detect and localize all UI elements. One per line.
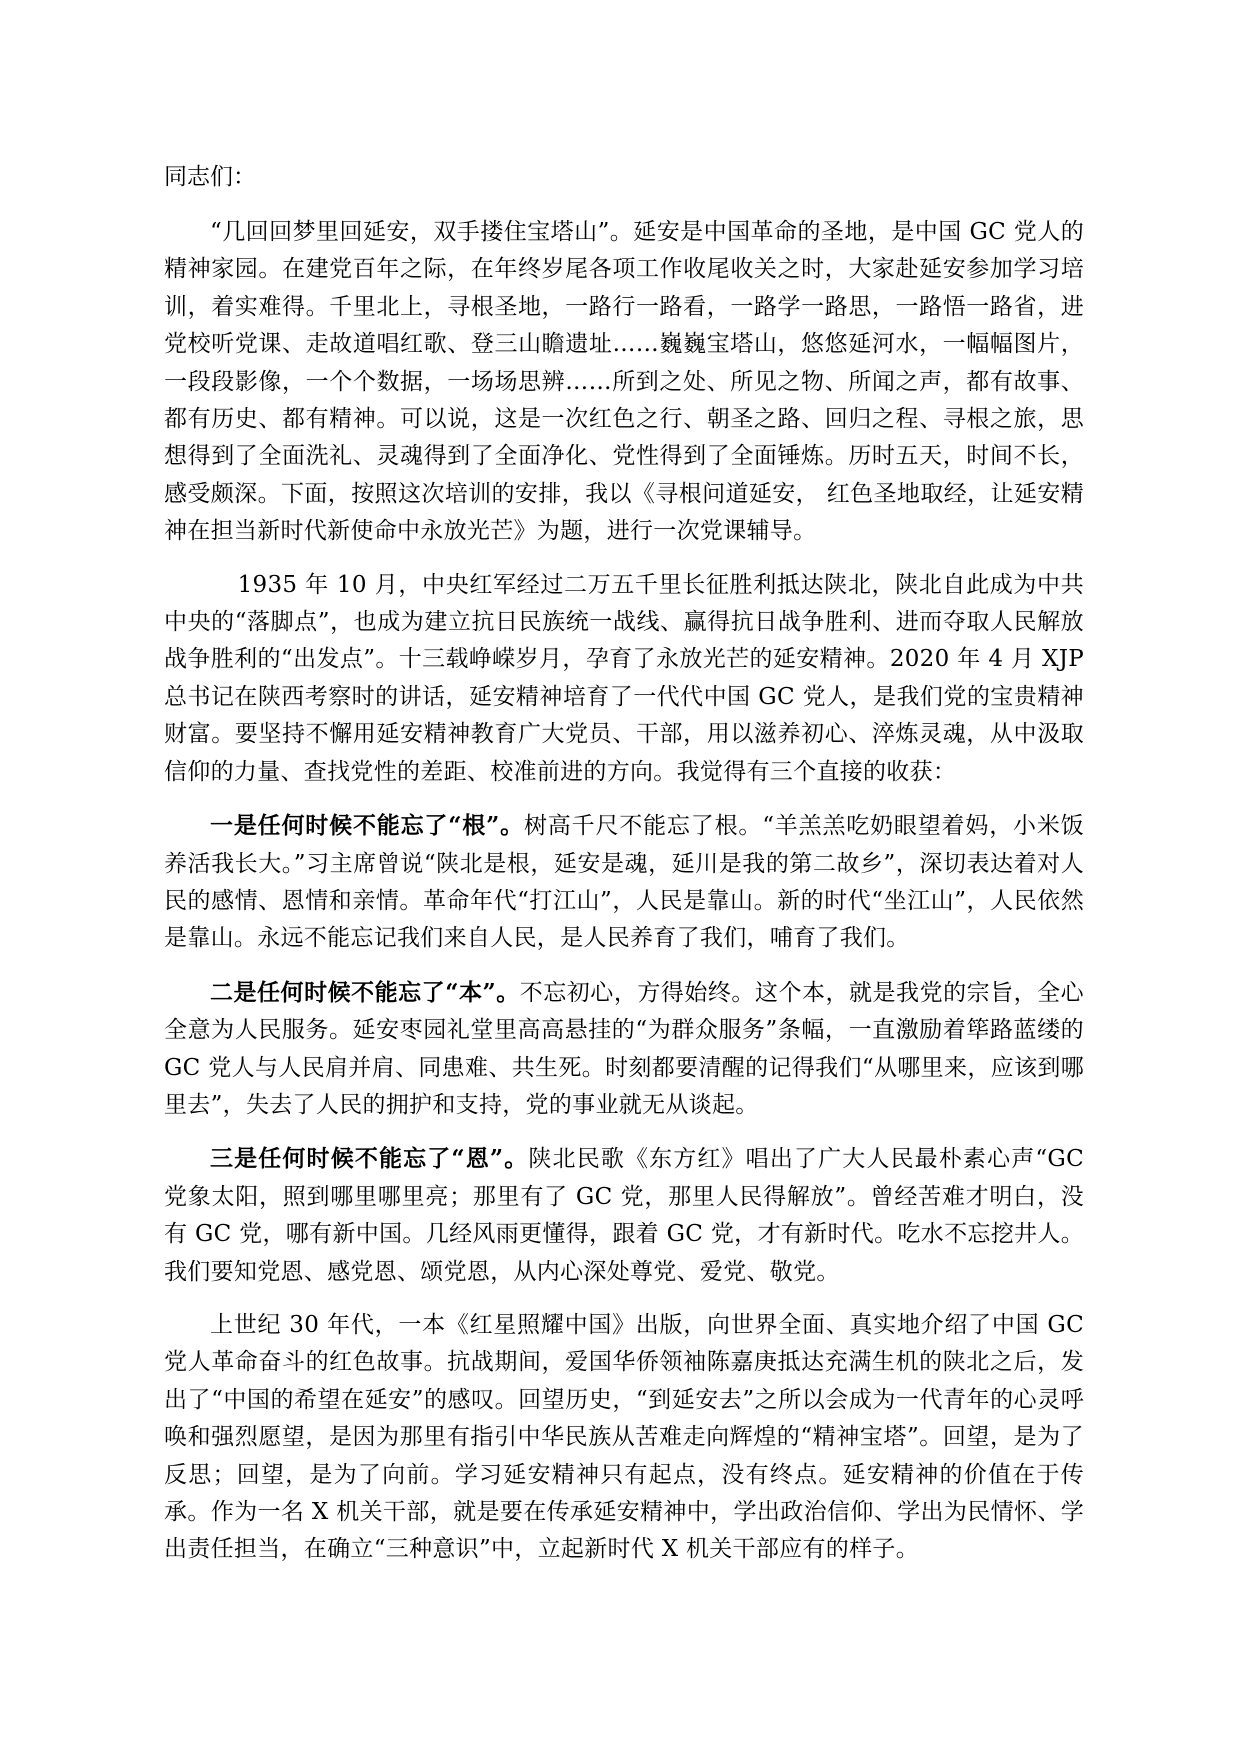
- salutation: 同志们：: [164, 164, 256, 190]
- paragraph-text: 陕北民歌《东方红》唱出了广大人民最朴素心声“GC 党象太阳，照到哪里哪里亮；那里有了 GC 党，那里人民得解放”。曾经苦难才明白，没有 GC 党，哪有新中国。几经风雨更懂得，跟着 GC 党，才有新时代。吃水不忘挖井人。我们要知党恩、感党恩、颂党恩，从内心深处尊党、爱党、敬党。: [164, 1146, 1084, 1285]
- paragraph-lead: 二是任何时候不能忘了“本”。: [210, 978, 520, 1006]
- paragraph-point-gratitude: [164, 1140, 1084, 1291]
- paragraph-lead: 三是任何时候不能忘了“恩”。: [210, 1145, 529, 1173]
- paragraph-text: “几回回梦里回延安，双手搂住宝塔山”。延安是中国革命的圣地，是中国 GC 党人的精神家园。在建党百年之际，在年终岁尾各项工作收尾收关之时，大家赴延安参加学习培训，着实难得。千里北上，寻根圣地，一路行一路看，一路学一路思，一路悟一路省，进党校听党课、走故道唱红歌、登三山瞻遗址……巍巍宝塔山，悠悠延河水，一幅幅图片，一段段影像，一个个数据，一场场思辨……所到之处、所见之物、所闻之声，都有故事、都有历史、都有精神。可以说，这是一次红色之行、朝圣之路、回归之程、寻根之旅，思想得到了全面洗礼、灵魂得到了全面净化、党性得到了全面锤炼。历时五天，时间不长，感受颇深。下面，按照这次培训的安排，我以《寻根问道延安， 红色圣地取经，让延安精神在担当新时代新使命中永放光芒》为题，进行一次党课辅导。: [164, 219, 1084, 545]
- paragraph-text: 树高千尺不能忘了根。“羊羔羔吃奶眼望着妈，小米饭养活我长大。”习主席曾说“陕北是根，延安是魂，延川是我的第二故乡”，深切表达着对人民的感情、恩情和亲情。革命年代“打江山”，人民是靠山。新的时代“坐江山”，人民依然是靠山。永远不能忘记我们来自人民，是人民养育了我们，哺育了我们。: [164, 813, 1084, 952]
- paragraph-point-root: [164, 807, 1084, 958]
- paragraph-text: 上世纪 30 年代，一本《红星照耀中国》出版，向世界全面、真实地介绍了中国 GC 党人革命奋斗的红色故事。抗战期间，爱国华侨领袖陈嘉庚抵达充满生机的陕北之后，发出了“中国的希望在延安”的感叹。回望历史，“到延安去”之所以会成为一代青年的心灵呼唤和强烈愿望，是因为那里有指引中华民族从苦难走向辉煌的“精神宝塔”。回望，是为了反思；回望，是为了向前。学习延安精神只有起点，没有终点。延安精神的价值在于传承。作为一名 X 机关干部，就是要在传承延安精神中，学出政治信仰、学出为民情怀、学出责任担当，在确立“三种意识”中，立起新时代 X 机关干部应有的样子。: [164, 1311, 1084, 1563]
- paragraph-text: 1935 年 10 月，中央红军经过二万五千里长征胜利抵达陕北，陕北自此成为中共中央的“落脚点”，也成为建立抗日民族统一战线、赢得抗日战争胜利、进而夺取人民解放战争胜利的“出发点”。十三载峥嵘岁月，孕育了永放光芒的延安精神。2020 年 4 月 XJP 总书记在陕西考察时的讲话，延安精神培育了一代代中国 GC 党人，是我们党的宝贵精神财富。要坚持不懈用延安精神教育广大党员、干部，用以滋养初心、淬炼灵魂，从中汲取信仰的力量、查找党性的差距、校准前进的方向。我觉得有三个直接的收获：: [164, 571, 1084, 785]
- document-page: [164, 158, 1084, 1585]
- paragraph-lead: 一是任何时候不能忘了“根”。: [210, 812, 524, 840]
- paragraph-point-origin: [164, 974, 1084, 1125]
- paragraph-text: 不忘初心，方得始终。这个本，就是我党的宗旨，全心全意为人民服务。延安枣园礼堂里高高悬挂的“为群众服务”条幅，一直激励着筚路蓝缕的 GC 党人与人民肩并肩、同患难、共生死。时刻都要清醒的记得我们“从哪里来，应该到哪里去”，失去了人民的拥护和支持，党的事业就无从谈起。: [164, 979, 1084, 1118]
- paragraph-history: [164, 567, 1084, 791]
- paragraph-conclusion: [164, 1307, 1084, 1569]
- paragraph-intro: [164, 214, 1084, 551]
